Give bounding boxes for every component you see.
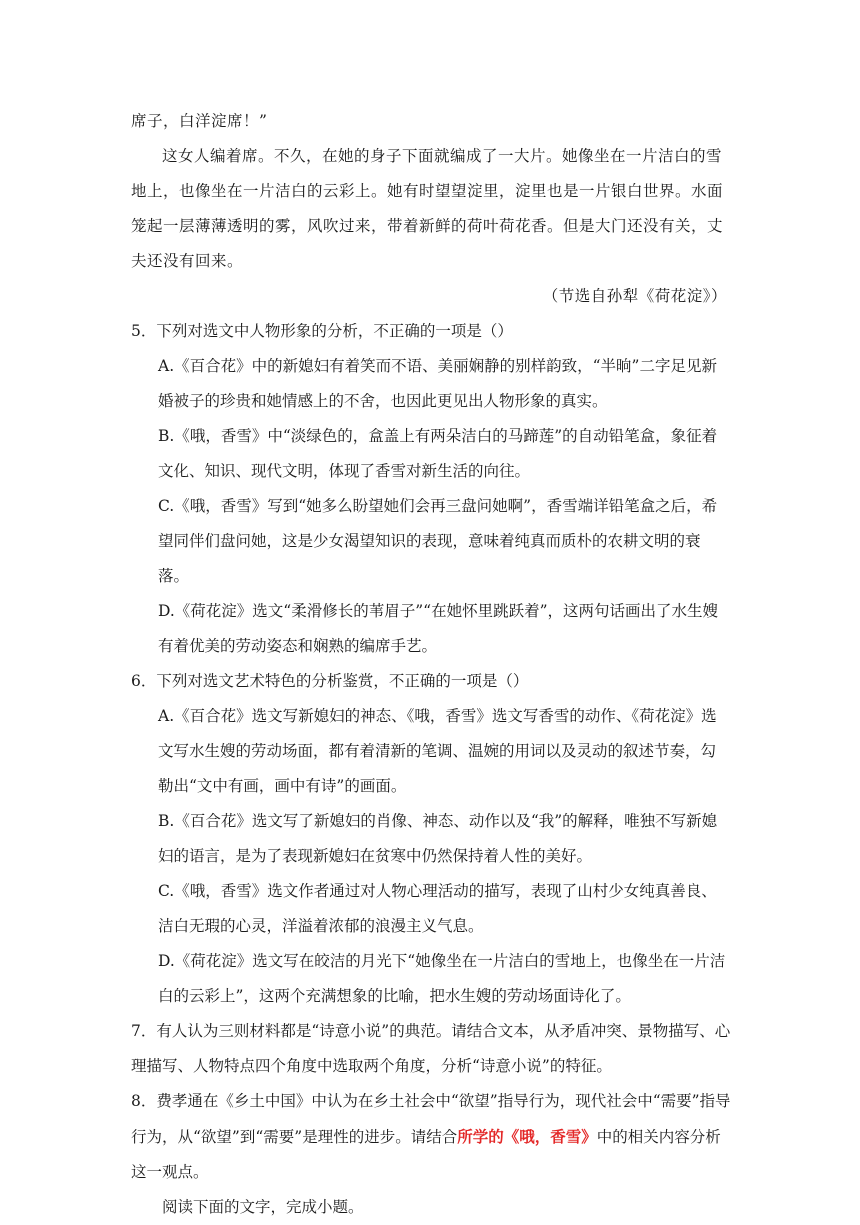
question-8-text-after: 中的相关内容分析这一观点。 bbox=[131, 1128, 721, 1181]
question-5-option-d: D.《荷花淀》选文“柔滑修长的苇眉子”“在她怀里跳跃着”，这两句话画出了水生嫂有着优美的劳动姿态和娴熟的编席手艺。 bbox=[158, 602, 719, 655]
question-8 bbox=[131, 1084, 731, 1190]
question-8-highlight: 所学的《哦，香雪》 bbox=[457, 1127, 597, 1146]
passage-paragraph: 这女人编着席。不久，在她的身子下面就编成了一大片。她像坐在一片洁白的雪地上，也像坐在一片洁白的云彩上。她有时望望淀里，淀里也是一片银白世界。水面笼起一层薄薄透明的雾，风吹过来，带着新鲜的荷叶荷花香。但是大门还没有关，丈夫还没有回来。 bbox=[131, 147, 724, 270]
question-8-text-before: 8．费孝通在《乡土中国》中认为在乡土社会中“欲望”指导行为，现代社会中“需要”指导行为，从“欲望”到“需要”是理性的进步。请结合 bbox=[131, 1092, 731, 1146]
passage-source: （节选自孙犁《荷花淀》） bbox=[542, 287, 727, 305]
question-6-option-b: B.《百合花》选文写了新媳妇的肖像、神态、动作以及“我”的解释，唯独不写新媳妇的语言，是为了表现新媳妇在贫寒中仍然保持着人性的美好。 bbox=[158, 812, 718, 865]
question-5-option-b: B.《哦，香雪》中“淡绿色的，盒盖上有两朵洁白的马蹄莲”的自动铅笔盒，象征着文化、知识、现代文明，体现了香雪对新生活的向往。 bbox=[158, 427, 718, 480]
question-5-stem: 5．下列对选文中人物形象的分析，不正确的一项是（） bbox=[131, 322, 513, 340]
reading-instruction: 阅读下面的文字，完成小题。 bbox=[162, 1198, 364, 1216]
question-6-option-d: D.《荷花淀》选文写在皎洁的月光下“她像坐在一片洁白的雪地上，也像坐在一片洁白的云彩上”，这两个充满想象的比喻，把水生嫂的劳动场面诗化了。 bbox=[158, 952, 726, 1005]
question-6-option-a: A.《百合花》选文写新媳妇的神态、《哦，香雪》选文写香雪的动作、《荷花淀》选文写水生嫂的劳动场面，都有着清新的笔调、温婉的用词以及灵动的叙述节奏，勾勒出“文中有画，画中有诗”的画面。 bbox=[158, 707, 717, 795]
passage-line-end: 席子，白洋淀席！” bbox=[131, 112, 268, 130]
question-6-option-c: C.《哦，香雪》选文作者通过对人物心理活动的描写，表现了山村少女纯真善良、洁白无瑕的心灵，洋溢着浓郁的浪漫主义气息。 bbox=[158, 882, 717, 935]
question-6-stem: 6．下列对选文艺术特色的分析鉴赏，不正确的一项是（） bbox=[131, 672, 529, 690]
document-body bbox=[131, 104, 731, 1225]
question-5-option-c: C.《哦，香雪》写到“她多么盼望她们会再三盘问她啊”，香雪端详铅笔盒之后，希望同伴们盘问她，这是少女渴望知识的表现，意味着纯真而质朴的农耕文明的衰落。 bbox=[158, 497, 718, 585]
question-7: 7．有人认为三则材料都是“诗意小说”的典范。请结合文本，从矛盾冲突、景物描写、心理描写、人物特点四个角度中选取两个角度，分析“诗意小说”的特征。 bbox=[131, 1022, 731, 1075]
question-5-option-a: A.《百合花》中的新媳妇有着笑而不语、美丽娴静的别样韵致，“半晌”二字足见新婚被子的珍贵和她情感上的不舍，也因此更见出人物形象的真实。 bbox=[158, 357, 717, 410]
